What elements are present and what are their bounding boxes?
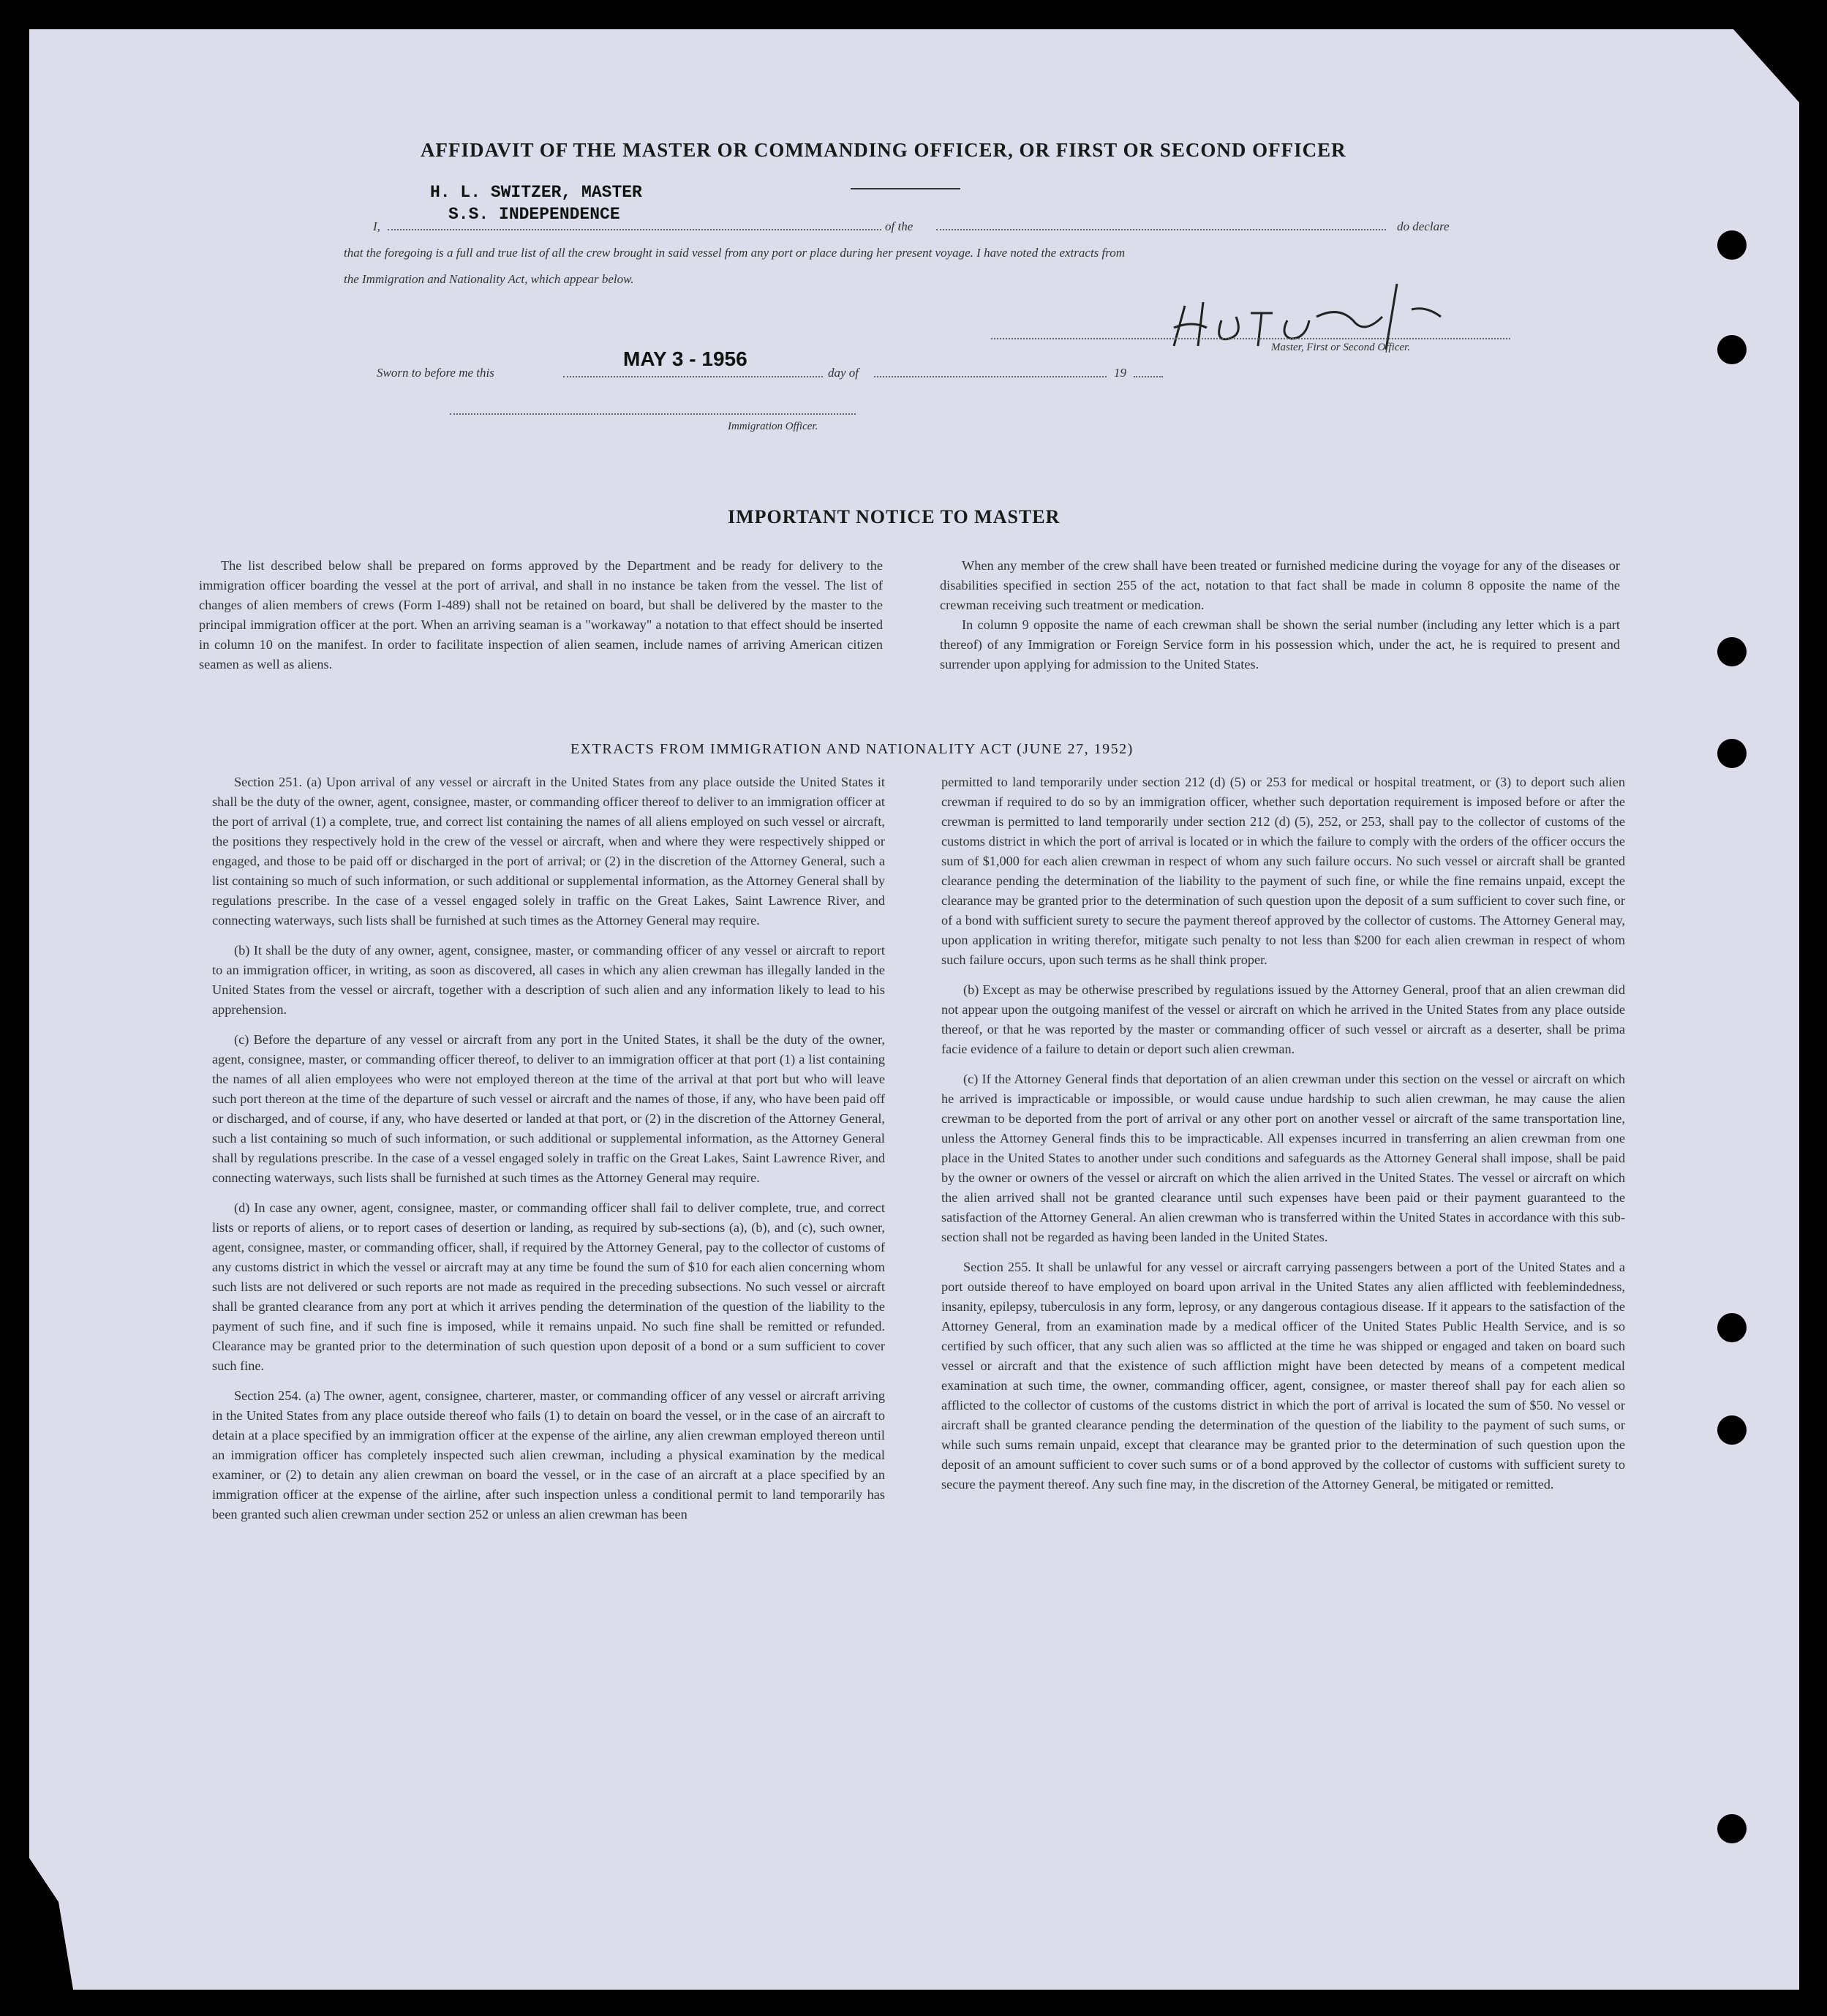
i-label: I, (373, 219, 380, 233)
section-255: Section 255. It shall be unlawful for any vessel or aircraft carrying passengers between a port of the United States and a port outside thereof to have employed on board upon arrival in the United States any alien afflicted with feeblemindedness, insanity, epilepsy, tuberculosis in any form, leprosy, or any dangerous contagious disease. If it appears to the satisfaction of the Attorney General, from an examination made by a medical officer of the United States Public Health Service, and is so certified by such officer, that any such alien was so afflicted at the time he was shipped or engaged and taken on board such vessel or aircraft and that the existence of such affliction might have been detected by means of a competent medical examination at such time, the owner, commanding officer, agent, consignee, or master thereof shall pay for each alien so afflicted to the collector of customs of the customs district in which the port of arrival is located the sum of $50. No vessel or aircraft shall be granted clearance pending the determination of the question of the liability to the payment of such sums, or while such sums remain unpaid, except that clearance may be granted prior to the determination of such question upon the deposit of an amount sufficient to cover such sums or of a bond approved by the collector of customs with sufficient surety to secure the payment thereof. Any such fine may, in the discretion of the Attorney General, be mitigated or remitted. (941, 1260, 1625, 1492)
section-251-c: (c) Before the departure of any vessel or aircraft from any port in the United States, it shall be the duty of the owner, agent, consignee, master, or commanding officer thereof, to deliver to an immigration officer at that port (1) a list containing the names of all alien employees who were not employed thereon at the time of the arrival at that port but who will leave such port thereon at the time of the departure of such vessel or aircraft and the names of those, if any, who have been paid off or discharged, and of course, if any, who have deserted or landed at that port, or (2) in the discretion of the Attorney General, such a list containing so much of such information, or such additional or supplemental information, as the Attorney General shall by regulations prescribe. In the case of a vessel engaged solely in traffic on the Great Lakes, Saint Lawrence River, and connecting waterways, such lists shall be furnished at such times as the Attorney General may require. (212, 1032, 885, 1185)
title-rule (851, 188, 960, 189)
section-251-a: Section 251. (a) Upon arrival of any vessel or aircraft in the United States from any place outside the United States it shall be the duty of the owner, agent, consignee, master, or commanding officer thereof to deliver to an immigration officer at the port of arrival (1) a complete, true, and correct list containing the names of all aliens employed on such vessel or aircraft, the positions they respectively hold in the crew of the vessel or aircraft, when and where they were respectively shipped or engaged, and those to be paid off or discharged in the port of arrival; or (2) in the discretion of the Attorney General, such a list containing so much of such information, or such additional or supplemental information, as the Attorney General shall by regulations prescribe. In the case of a vessel engaged solely in traffic on the Great Lakes, Saint Lawrence River, and connecting waterways, such lists shall be furnished at such times as the Attorney General may require. (212, 775, 885, 928)
officer-caption: Immigration Officer. (728, 421, 818, 432)
declaration-line-1: that the foregoing is a full and true list of all the crew brought in said vessel from any port or place during her present voyage. I have noted the extracts from (344, 246, 1126, 260)
extracts-right-column (941, 772, 1625, 1505)
extracts-left-column (212, 772, 885, 1535)
of-the-label: of the (885, 219, 914, 233)
extracts-heading: EXTRACTS FROM IMMIGRATION AND NATIONALITY ACT (JUNE 27, 1952) (570, 741, 1134, 757)
punch-hole (1717, 1415, 1747, 1445)
name-line (388, 229, 881, 230)
punch-hole (1717, 637, 1747, 666)
section-251-d: (d) In case any owner, agent, consignee, master, or commanding officer shall fail to deliver complete, true, and correct lists or reports of aliens, or to report cases of desertion or landing, as required by sub-sections (a), (b), and (c), such owner, agent, consignee, master, or commanding officer, shall, if required by the Attorney General, pay to the collector of customs of any customs district in which the vessel or aircraft may at any time be found the sum of $10 for each alien concerning whom such lists are not delivered or such reports are not made as required in the preceding subsections. No such vessel or aircraft shall be granted clearance from any port at which it arrives pending the determination of the question of the liability to the payment of such fine, and if such fine is imposed, while it remains unpaid. No such fine shall be remitted or refunded. Clearance may be granted prior to the determination of such question upon deposit of a bond or a sum sufficient to cover such fine. (212, 1200, 885, 1373)
typed-master-name: H. L. SWITZER, MASTER (430, 183, 642, 202)
section-251-b: (b) It shall be the duty of any owner, agent, consignee, master, or commanding officer of any vessel or aircraft to report to an immigration officer, in writing, as soon as discovered, all cases in which any alien crewman has illegally landed in the United States from the vessel or aircraft, together with a description of such alien and any information likely to lead to his apprehension. (212, 943, 885, 1017)
month-line (874, 376, 1107, 377)
punch-hole (1717, 1814, 1747, 1843)
declare-label: do declare (1397, 219, 1450, 233)
notice-left-text: The list described below shall be prepared on forms approved by the Department and be ready for delivery to the immigration officer boarding the vessel at the port of arrival, and shall in no instance be taken from the vessel. The list of changes of alien members of crews (Form I-489) shall not be retained on board, but shall be delivered by the master to the principal immigration officer at the port. When an arriving seaman is a "workaway" a notation to that effect should be inserted in column 10 on the manifest. In order to facilitate inspection of alien seamen, include names of arriving American citizen seamen as well as aliens. (199, 558, 883, 672)
typed-vessel-name: S.S. INDEPENDENCE (448, 205, 620, 224)
punch-hole (1717, 1313, 1747, 1342)
officer-signature-line (450, 413, 856, 415)
sworn-date-line (563, 376, 823, 377)
notice-right-text-2: In column 9 opposite the name of each crewman shall be shown the serial number (including any letter which is a part thereof) of any Immigration or Foreign Service form in his possession which, under the act, he is required to present and surrender upon applying for admission to the United States. (940, 617, 1620, 672)
vessel-line (936, 229, 1386, 230)
declaration-line-2: the Immigration and Nationality Act, which appear below. (344, 272, 634, 286)
section-254-a: Section 254. (a) The owner, agent, consignee, charterer, master, or commanding officer of any vessel or aircraft arriving in the United States from any place outside thereof who fails (1) to detain on board the vessel, or in the case of an aircraft to detain at a place specified by an immigration officer at the expense of the airline, any alien crewman employed thereon until an immigration officer has completely inspected such alien crewman, including a physical examination by the medical examiner, or (2) to detain any alien crewman on board the vessel, or in the case of an aircraft at a place specified by an immigration officer at the expense of the airline, after such inspection unless a conditional permit to land temporarily has been granted such alien crewman under section 252 or unless an alien crewman has been (212, 1388, 885, 1522)
signature-caption: Master, First or Second Officer. (1271, 342, 1410, 353)
notice-heading: IMPORTANT NOTICE TO MASTER (728, 506, 1061, 527)
notice-left-column (199, 556, 883, 685)
section-254-a-continued: permitted to land temporarily under section 212 (d) (5) or 253 for medical or hospital treatment, or (3) to deport such alien crewman if required to do so by an immigration officer, whether such deportation requirement is imposed before or after the crewman is permitted to land temporarily under section 212 (d) (5), 252, or 253, shall pay to the collector of customs of the customs district in which the port of arrival is located or in which the failure to comply with the orders of the officer occurs the sum of $1,000 for each alien crewman in respect of whom any such failure occurs. No such vessel or aircraft shall be granted clearance pending the determination of the liability to the payment of such fine, or while the fine remains unpaid, except the clearance may be granted prior to the determination of such question upon the deposit of a sum sufficient to cover such fine, or of a bond with sufficient surety to secure the payment thereof approved by the collector of customs. The Attorney General may, upon application in writing therefor, mitigate such penalty to not less than $200 for each alien crewman in respect of whom such failure occurs, upon such terms as he shall think proper. (941, 775, 1625, 967)
signature-line (991, 338, 1510, 339)
sworn-label: Sworn to before me this (377, 366, 494, 380)
section-254-c: (c) If the Attorney General finds that deportation of an alien crewman under this section on the vessel or aircraft on which he arrived is impracticable or impossible, or would cause undue hardship to such alien crewman, he may cause the alien crewman to be deported from the port of arrival or any other port on another vessel or aircraft of the same transportation line, unless the Attorney General finds this to be impracticable. All expenses incurred in transferring an alien crewman from one place in the United States to another under such conditions and safeguards as the Attorney General shall impose, shall be paid by the owner or owners of the vessel or aircraft on which the alien arrived in the United States. The vessel or aircraft on which the alien arrived shall not be granted clearance until such expenses have been paid or their payment guaranteed to the satisfaction of the Attorney General. An alien crewman who is transferred within the United States in accordance with this sub-section shall not be regarded as having been landed in the United States. (941, 1072, 1625, 1244)
notice-right-text-1: When any member of the crew shall have been treated or furnished medicine during the voyage for any of the diseases or disabilities specified in section 255 of the act, notation to that fact shall be made in column 8 opposite the name of the crewman receiving such treatment or medication. (940, 558, 1620, 612)
day-of-label: day of (828, 366, 859, 380)
punch-hole (1717, 335, 1747, 364)
year-line (1134, 376, 1163, 377)
punch-hole (1717, 230, 1747, 260)
notice-right-column (940, 556, 1620, 685)
date-stamp: MAY 3 - 1956 (623, 347, 747, 370)
affidavit-title: AFFIDAVIT OF THE MASTER OR COMMANDING OFFICER, OR FIRST OR SECOND OFFICER (421, 139, 1346, 161)
section-254-b: (b) Except as may be otherwise prescribed by regulations issued by the Attorney General, proof that an alien crewman did not appear upon the outgoing manifest of the vessel or aircraft on which he arrived in the United States from any place outside thereof, or that he was reported by the master or commanding officer of such vessel or aircraft as a deserter, shall be prima facie evidence of a failure to detain or deport such alien crewman. (941, 982, 1625, 1056)
punch-hole (1717, 739, 1747, 768)
year-prefix: 19 (1114, 366, 1126, 380)
